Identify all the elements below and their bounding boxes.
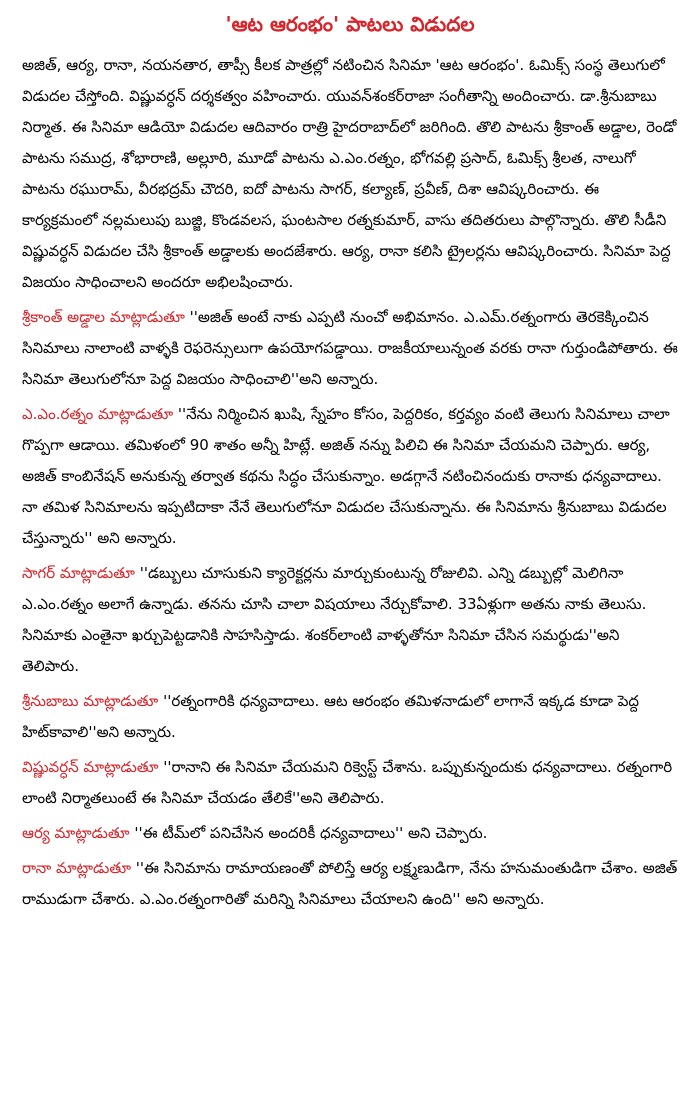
quote-paragraph — [22, 302, 678, 395]
speaker-label: ఆర్య మాట్లాడుతూ — [22, 824, 130, 842]
speaker-label: శ్రీకాంత్ అడ్డాల మాట్లాడుతూ — [22, 308, 185, 326]
speaker-label: శ్రీనుబాబు మాట్లాడుతూ — [22, 692, 159, 710]
quote-text: ''ఈ సినిమాను రామాయణంతో పోలిస్తే ఆర్య లక్ష్మణుడిగా, నేను హనుమంతుడిగా చేశాం. అజిత్ రాముడుగా చేశారు. ఎ.ఎం.రత్నంగారితో మరిన్ని సినిమాలు చేయాలని ఉంది'' అని అన్నారు. — [22, 859, 678, 908]
article-title: 'ఆట ఆరంభం' పాటలు విడుదల — [225, 12, 475, 36]
speaker-label: ఎ.ఎం.రత్నం మాట్లాడుతూ — [22, 405, 174, 423]
intro-paragraph: అజిత్, ఆర్య, రానా, నయనతార, తాప్సీ కీలక పాత్రల్లో నటించిన సినిమా 'ఆట ఆరంభం'. ఓమిక్స్ సంస్థ తెలుగులో విడుదల చేస్తోంది. విష్ణువర్ధన్ దర్శకత్వం వహించారు. యువన్‌శంకర్‌రాజా సంగీతాన్ని అందించారు. డా.శ్రీనుబాబు నిర్మాత. ఈ సినిమా ఆడియో విడుదల ఆదివారం రాత్రి హైదరాబాద్‌లో జరిగింది. తొలి పాటను శ్రీకాంత్ అడ్డాల, రెండో పాటను సముద్ర, శోభారాణి, అల్లూరి, మూడో పాటను ఎ.ఎం.రత్నం, భోగవల్లి ప్రసాద్, ఓమిక్స్ శ్రీలత, నాలుగో పాటను రఘురామ్, వీరభద్రమ్ చౌదరి, ఐదో పాటను సాగర్, కల్యాణ్, ప్రవీణ్, దిశా ఆవిష్కరించారు. ఈ కార్యక్రమంలో నల్లమలుపు బుజ్జి, కొండవలస, ఘంటసాల రత్నకుమార్, వాసు తదితరులు పాల్గొన్నారు. తొలి సీడీని విష్ణువర్ధన్ విడుదల చేసి శ్రీకాంత్ అడ్డాలకు అందజేశారు. ఆర్య, రానా కలిసి ట్రైలర్లను ఆవిష్కరించారు. సినిమా పెద్ద విజయం సాధించాలని అందరూ అభిలషించారు. — [22, 56, 677, 291]
quote-text: ''డబ్బులు చూసుకుని క్యారెక్టర్లను మార్చుకుంటున్న రోజులివి. ఎన్ని డబ్బుల్లో మెలిగినా ఎ.ఎం.రత్నం అలాగే ఉన్నాడు. తనను చూసి చాలా విషయాలు నేర్చుకోవాలి. 33ఏళ్లుగా అతను నాకు తెలుసు. సినిమాకు ఎంతైనా ఖర్చుపెట్టడానికి సాహసిస్తాడు. శంకర్‌లాంటి వాళ్ళతోనూ సినిమా చేసిన సమర్థుడు''అని తెలిపారు. — [22, 564, 647, 675]
quote-text: ''ఈ టీమ్‌లో పనిచేసిన అందరికీ ధన్యవాదాలు'' అని చెప్పారు. — [129, 824, 488, 842]
speaker-label: రానా మాట్లాడుతూ — [22, 859, 132, 877]
quote-paragraph — [22, 558, 678, 682]
quote-paragraph — [22, 752, 678, 814]
speaker-label: విష్ణువర్ధన్ మాట్లాడుతూ — [22, 758, 159, 776]
quote-text: ''రత్నంగారికి ధన్యవాదాలు. ఆట ఆరంభం తమిళనాడులో లాగానే ఇక్కడ కూడా పెద్ద హిట్‌కావాలి''అని అన్నారు. — [22, 692, 639, 741]
quote-paragraph — [22, 399, 678, 554]
quote-paragraph — [22, 686, 678, 748]
quote-text: ''నేను నిర్మించిన ఖుషి, స్నేహం కోసం, పెద్దరికం, కర్తవ్యం వంటి తెలుగు సినిమాలు చాలా గొప్పగా ఆడాయి. తమిళంలో 90 శాతం అన్నీ హిట్లే. అజిత్ నన్ను పిలిచి ఈ సినిమా చేయమని చెప్పారు. ఆర్య, అజిత్ కాంబినేషన్ అనుకున్న తర్వాత కథను సిద్ధం చేసుకున్నాం. అడగ్గానే నటించినందుకు రానాకు ధన్యవాదాలు. నా తమిళ సినిమాలను ఇప్పటిదాకా నేనే తెలుగులోనూ విడుదల చేసుకున్నాను. ఈ సినిమాను శ్రీనుబాబు విడుదల చేస్తున్నారు'' అని అన్నారు. — [22, 405, 670, 547]
quote-paragraph — [22, 853, 678, 915]
quote-paragraph — [22, 818, 678, 849]
quote-text: ''అజిత్ అంటే నాకు ఎప్పటి నుంచో అభిమానం. ఎ.ఎమ్.రత్నంగారు తెరకెక్కించిన సినిమాలు నాలాంటి వాళ్ళకి రెఫరెన్సులుగా ఉపయోగపడ్డాయి. రాజకీయాలున్నంత వరకు రానా గుర్తుండిపోతారు. ఈ సినిమా తెలుగులోనూ పెద్ద విజయం సాధించాలి''అని అన్నారు. — [22, 308, 678, 388]
speaker-label: సాగర్ మాట్లాడుతూ — [22, 564, 135, 582]
quote-text: ''రానాని ఈ సినిమా చేయమని రిక్వెస్ట్ చేశాను. ఒప్పుకున్నందుకు ధన్యవాదాలు. రత్నంగారి లాంటి నిర్మాతలుంటే ఈ సినిమా చేయడం తేలికే''అని తెలిపారు. — [22, 758, 673, 807]
